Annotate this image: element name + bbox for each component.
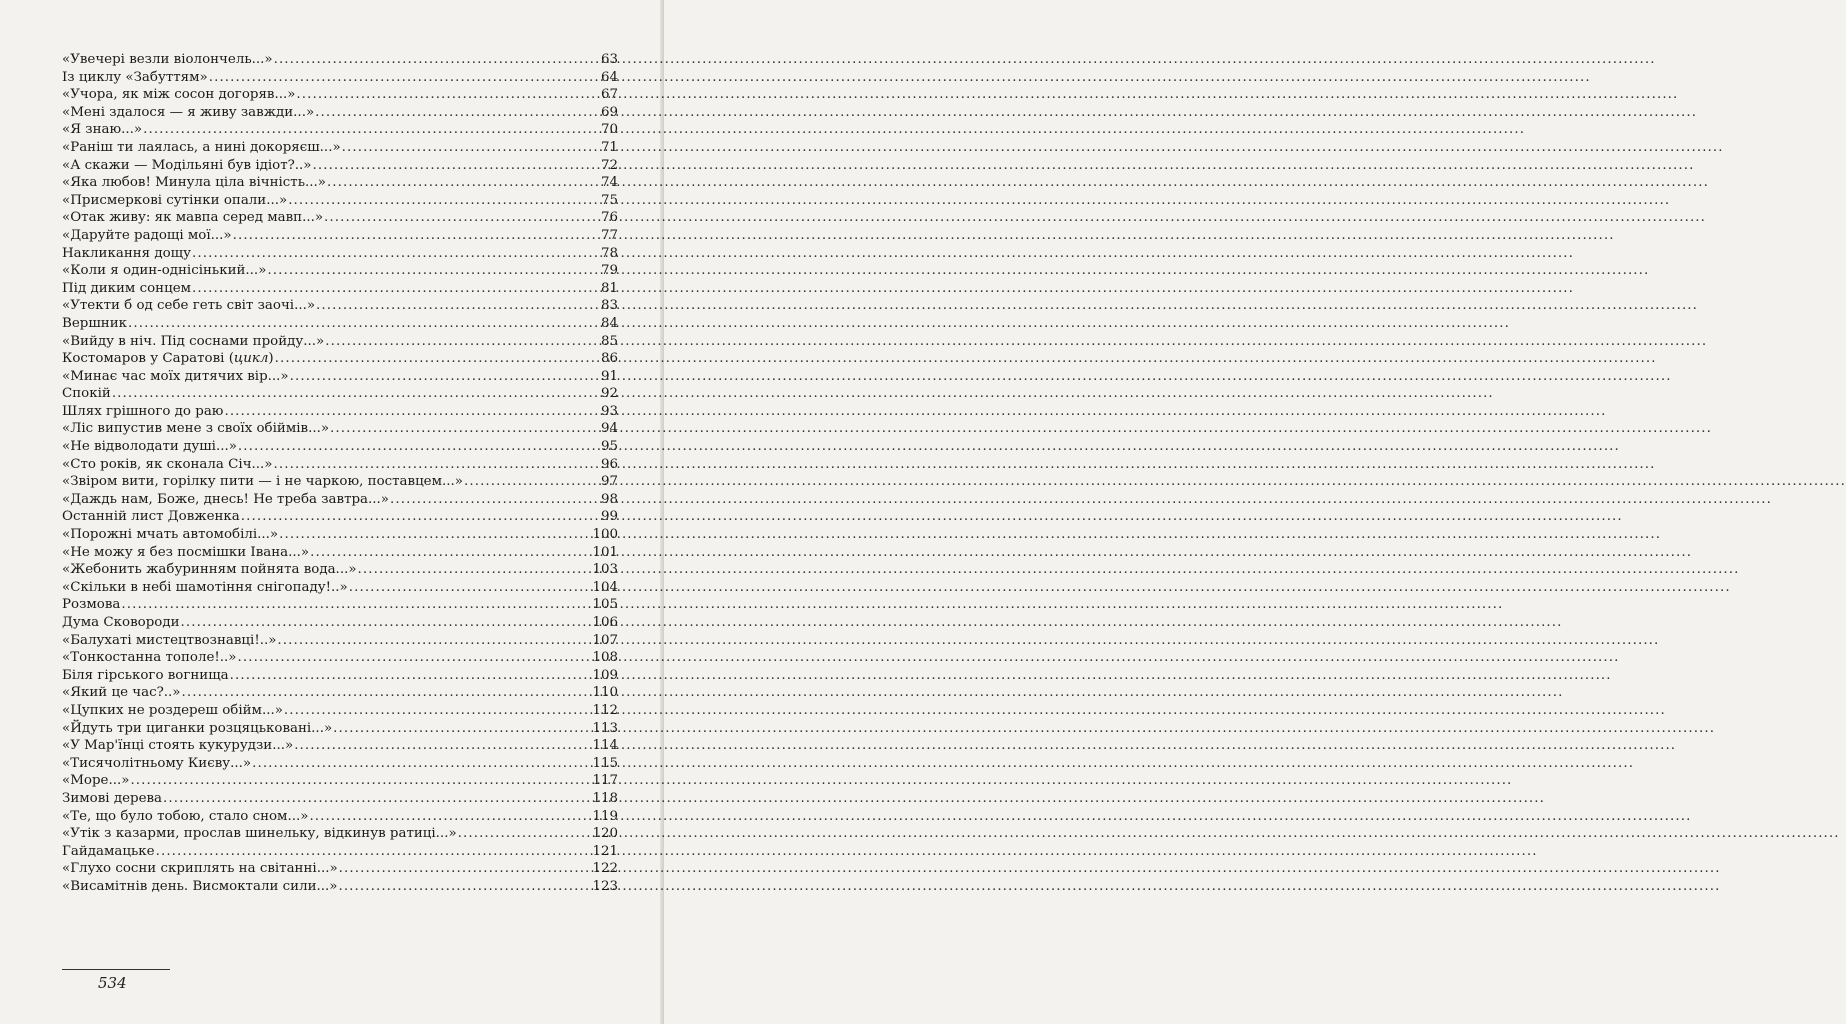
toc-entry-title: «Яка любов! Минула ціла вічність...» — [62, 175, 326, 191]
toc-entry-title: «Висамітнів день. Висмоктали сили...» — [62, 878, 338, 894]
dot-leader — [238, 438, 600, 456]
toc-entry-page: 120 — [592, 826, 618, 842]
toc-entry-title: Вершник — [62, 315, 128, 331]
toc-entry-title: «Я знаю...» — [62, 122, 143, 138]
toc-entry-title: Зимові дерева — [62, 790, 163, 806]
dot-leader — [458, 825, 592, 843]
toc-entry — [62, 368, 618, 386]
toc-entry-page: 69 — [600, 104, 618, 120]
dot-leader — [290, 368, 600, 386]
toc-entry-title: «Утекти б од себе геть світ заочі...» — [62, 298, 316, 314]
toc-entry — [62, 192, 618, 210]
toc-entry-page: 93 — [600, 403, 618, 419]
toc-entry-page: 86 — [600, 351, 618, 367]
toc-entry-page: 92 — [600, 386, 618, 402]
toc-entry — [62, 227, 618, 245]
toc-entry-title: «Коли я один-однісінький...» — [62, 263, 267, 279]
dot-leader — [279, 526, 591, 544]
toc-entry-title: Костомаров у Саратові (цикл) — [62, 351, 274, 367]
toc-entry-title: Біля гірського вогнища — [62, 667, 229, 683]
toc-entry-page: 81 — [600, 280, 618, 296]
dot-leader — [252, 755, 591, 773]
dot-leader — [238, 649, 592, 667]
toc-entry-page: 101 — [592, 544, 618, 560]
dot-leader — [182, 684, 592, 702]
toc-entry-title: Під диким сонцем — [62, 280, 192, 296]
toc-entry — [62, 526, 618, 544]
toc-entry-page: 115 — [592, 755, 618, 771]
toc-entry-title: «Не можу я без посмішки Івана...» — [62, 544, 310, 560]
toc-entry — [62, 385, 618, 403]
toc-entry — [62, 772, 618, 790]
toc-entry-page: 117 — [592, 773, 618, 789]
footer-rule — [62, 969, 170, 970]
toc-entry-title: «Вийду в ніч. Під соснами пройду...» — [62, 333, 325, 349]
toc-entry — [62, 737, 618, 755]
toc-entry-page: 107 — [592, 632, 618, 648]
toc-entry-title: «Те, що було тобою, стало сном...» — [62, 808, 309, 824]
toc-entry — [62, 139, 618, 157]
toc-entry — [62, 350, 618, 368]
toc-entry — [62, 684, 618, 702]
toc-entry — [62, 297, 618, 315]
dot-leader — [330, 420, 600, 438]
toc-entry-title: «Увечері везли віолончель...» — [62, 52, 273, 67]
toc-entry — [62, 262, 618, 280]
toc-entry-page: 112 — [592, 702, 618, 718]
dot-leader — [358, 561, 592, 579]
dot-leader — [296, 86, 600, 104]
toc-entry-title: «Учора, як між сосон догоряв...» — [62, 87, 296, 103]
toc-entry-title: «У Мар'їнці стоять кукурудзи...» — [62, 738, 294, 754]
toc-entry — [62, 825, 618, 843]
dot-leader — [233, 227, 600, 245]
toc-entry — [62, 632, 618, 650]
dot-leader — [309, 808, 591, 826]
toc-entry — [62, 843, 618, 861]
toc-entry-page: 105 — [592, 597, 618, 613]
toc-entry-title: «Море...» — [62, 773, 130, 789]
toc-entry — [62, 649, 618, 667]
toc-entry — [62, 438, 618, 456]
dot-leader — [333, 720, 591, 738]
toc-entry — [62, 86, 618, 104]
toc-entry-title: Шлях грішного до раю — [62, 403, 224, 419]
dot-leader — [294, 737, 591, 755]
toc-entry-title: Накликання дощу — [62, 245, 192, 261]
toc-entry — [62, 596, 618, 614]
dot-leader — [339, 860, 592, 878]
toc-entry-page: 109 — [592, 667, 618, 683]
dot-leader — [130, 772, 591, 790]
dot-leader — [181, 614, 592, 632]
toc-entry-page: 118 — [592, 790, 618, 806]
toc-entry — [62, 544, 618, 562]
toc-entry-page: 106 — [592, 615, 618, 630]
toc-entry — [62, 280, 618, 298]
toc-entry-title: «Даждь нам, Боже, днесь! Не треба завтра...» — [62, 491, 390, 507]
dot-leader — [267, 262, 600, 280]
toc-entry — [62, 157, 618, 175]
dot-leader — [288, 192, 600, 210]
toc-entry-title: «Глухо сосни скриплять на світанні...» — [62, 861, 338, 877]
toc-entry — [62, 667, 618, 685]
toc-entry — [62, 561, 618, 579]
toc-entry — [62, 174, 618, 192]
toc-entry — [62, 51, 618, 69]
dot-leader — [327, 174, 600, 192]
toc-entry-page: 100 — [592, 527, 618, 543]
toc-entry — [62, 209, 618, 227]
toc-entry-page: 77 — [600, 227, 618, 243]
dot-leader — [464, 473, 600, 491]
toc-entry-page: 85 — [600, 333, 618, 349]
toc-entry-title: «Тисячолітньому Києву...» — [62, 755, 252, 771]
toc-entry-title: «Мені здалося — я живу завжди...» — [62, 104, 315, 120]
toc-entry — [62, 860, 618, 878]
toc-entry — [62, 755, 618, 773]
dot-leader — [209, 69, 600, 87]
toc-entry-page: 103 — [592, 562, 618, 578]
dot-leader — [390, 491, 600, 509]
dot-leader — [274, 51, 600, 69]
dot-leader — [313, 157, 600, 175]
toc-entry — [62, 315, 618, 333]
toc-entry-title: «Даруйте радощі мої...» — [62, 227, 232, 243]
toc-entry — [62, 491, 618, 509]
toc-entry-title: «Порожні мчать автомобілі...» — [62, 527, 279, 543]
toc-entry — [62, 456, 618, 474]
toc-entry-page: 119 — [592, 808, 618, 824]
toc-entry — [62, 473, 618, 491]
toc-entry-title: «Цупких не роздереш обійм...» — [62, 702, 283, 718]
toc-entry — [62, 245, 618, 263]
toc-entry-page: 70 — [600, 122, 618, 138]
toc-entry-page: 121 — [592, 843, 618, 859]
toc-entry-page: 84 — [600, 315, 618, 331]
toc-entry-page: 113 — [592, 720, 618, 736]
toc-entry-page: 114 — [592, 738, 618, 754]
dot-leader — [310, 544, 591, 562]
toc-entry-title: «Минає час моїх дитячих вір...» — [62, 368, 289, 384]
toc-entry-title: Дума Сковороди — [62, 615, 180, 630]
toc-entry-page: 74 — [600, 175, 618, 191]
dot-leader — [143, 121, 600, 139]
toc-entry-title: «Сто років, як сконала Січ...» — [62, 456, 273, 472]
toc-entry-page: 75 — [600, 192, 618, 208]
toc-entry-title: «Раніш ти лаялась, а нині докоряєш...» — [62, 139, 341, 155]
toc-entry-page: 67 — [600, 87, 618, 103]
toc-entry — [62, 403, 618, 421]
toc-entry-title: «Присмеркові сутінки опали...» — [62, 192, 288, 208]
toc-entry — [62, 720, 618, 738]
dot-leader — [315, 104, 600, 122]
dot-leader — [275, 350, 600, 368]
toc-entry-page: 76 — [600, 210, 618, 226]
table-of-contents — [62, 51, 618, 896]
toc-entry-page: 98 — [600, 491, 618, 507]
toc-entry-title: «Тонкостанна тополе!..» — [62, 650, 237, 666]
toc-entry-page: 63 — [600, 52, 618, 67]
dot-leader — [224, 403, 599, 421]
toc-entry-title: «Ліс випустив мене з своїх обіймів...» — [62, 421, 330, 437]
toc-entry-title: «Утік з казарми, прослав шинельку, відкинув ратиці...» — [62, 826, 457, 842]
dot-leader — [163, 790, 591, 808]
toc-entry-title: Із циклу «Забуттям» — [62, 69, 208, 85]
dot-leader — [128, 315, 600, 333]
toc-entry-title: «Звіром вити, горілку пити — і не чаркою, поставцем...» — [62, 474, 463, 490]
toc-entry-title: Гайдамацьке — [62, 843, 155, 859]
toc-entry-page: 123 — [592, 878, 618, 894]
toc-entry-title: Останній лист Довженка — [62, 509, 240, 525]
toc-entry — [62, 878, 618, 896]
toc-entry-page: 71 — [600, 139, 618, 155]
dot-leader — [349, 579, 592, 597]
toc-entry-title: Розмова — [62, 597, 121, 613]
toc-entry-title: Спокій — [62, 386, 111, 402]
toc-entry-title: «Йдуть три циганки розцяцьковані...» — [62, 720, 333, 736]
toc-entry — [62, 790, 618, 808]
dot-leader — [121, 596, 591, 614]
toc-entry-page: 64 — [600, 69, 618, 85]
toc-entry-title: «А скажи — Модільяні був ідіот?..» — [62, 157, 312, 173]
dot-leader — [274, 456, 600, 474]
toc-entry — [62, 333, 618, 351]
toc-entry — [62, 808, 618, 826]
dot-leader — [230, 667, 592, 685]
toc-entry-title: «Який це час?..» — [62, 685, 181, 701]
toc-entry-page: 110 — [592, 685, 618, 701]
toc-entry-page: 78 — [600, 245, 618, 261]
dot-leader — [192, 280, 600, 298]
toc-entry-page: 96 — [600, 456, 618, 472]
dot-leader — [112, 385, 600, 403]
dot-leader — [192, 245, 600, 263]
toc-entry — [62, 69, 618, 87]
dot-leader — [338, 878, 591, 896]
toc-entry-page: 91 — [600, 368, 618, 384]
dot-leader — [277, 632, 591, 650]
toc-entry — [62, 614, 618, 632]
dot-leader — [324, 209, 600, 227]
toc-entry-title: «Скільки в небі шамотіння снігопаду!..» — [62, 579, 348, 595]
dot-leader — [241, 508, 600, 526]
toc-entry — [62, 579, 618, 597]
toc-entry-title: «Отак живу: як мавпа серед мавп...» — [62, 210, 324, 226]
toc-entry-page: 79 — [600, 263, 618, 279]
toc-entry — [62, 121, 618, 139]
toc-entry-page: 72 — [600, 157, 618, 173]
dot-leader — [284, 702, 592, 720]
toc-entry — [62, 508, 618, 526]
toc-entry-page: 95 — [600, 439, 618, 455]
toc-entry-page: 83 — [600, 298, 618, 314]
toc-entry-page: 104 — [592, 579, 618, 595]
toc-entry-page: 99 — [600, 509, 618, 525]
toc-entry-page: 97 — [600, 474, 618, 490]
toc-entry-page: 108 — [592, 650, 618, 666]
toc-entry-page: 122 — [592, 861, 618, 877]
toc-entry-title: «Балухаті мистецтвознавці!..» — [62, 632, 277, 648]
dot-leader — [316, 297, 600, 315]
dot-leader — [342, 139, 600, 157]
toc-entry — [62, 420, 618, 438]
page-number: 534 — [98, 974, 127, 992]
toc-entry — [62, 702, 618, 720]
toc-entry-title: «Не відволодати душі...» — [62, 439, 237, 455]
toc-entry — [62, 104, 618, 122]
toc-entry-title: «Жебонить жабуринням пойнята вода...» — [62, 562, 357, 578]
dot-leader — [325, 333, 600, 351]
dot-leader — [156, 843, 592, 861]
toc-entry-page: 94 — [600, 421, 618, 437]
